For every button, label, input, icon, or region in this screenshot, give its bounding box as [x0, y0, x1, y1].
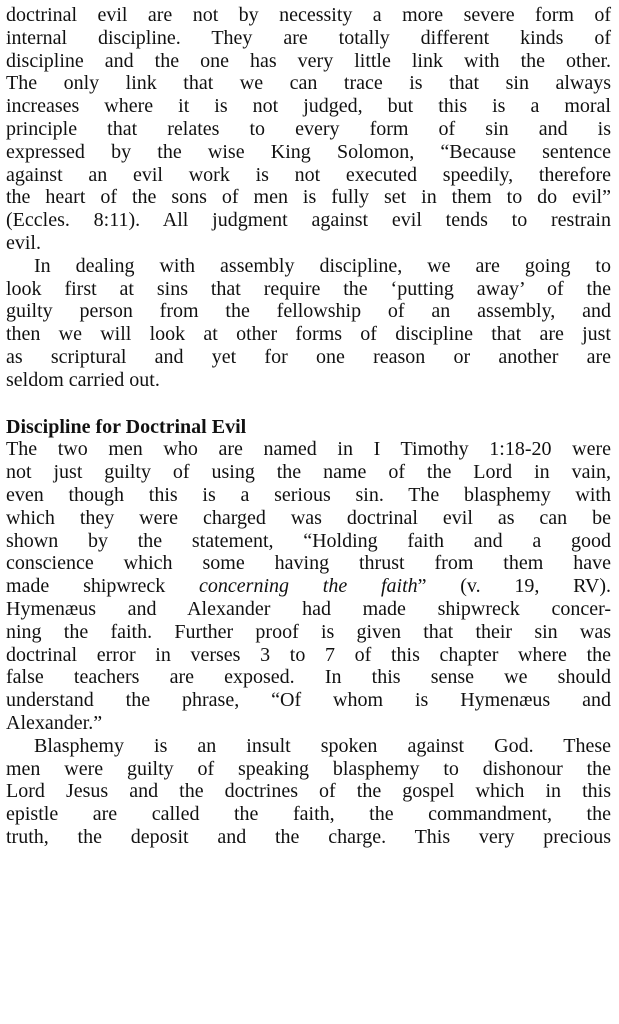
text-line: In dealing with assembly discipline, we are going to: [34, 254, 611, 277]
text-line: Blasphemy is an insult spoken against God. These: [34, 734, 611, 757]
text-line: men were guilty of speaking blasphemy to dishonour the: [6, 757, 611, 780]
text-line: The two men who are named in I Timothy 1:18-20 were: [6, 438, 611, 461]
text-line: internal discipline. They are totally different kinds of: [6, 26, 611, 49]
text-line: the heart of the sons of men is fully set in them to do evil”: [6, 186, 611, 209]
text-line: look first at sins that require the ‘putting away’ of the: [6, 277, 611, 300]
text-line: increases where it is not judged, but this is a moral: [6, 95, 611, 118]
text-run: ” (v. 19, RV).: [417, 575, 611, 598]
paragraph-blasphemy-definition: [6, 735, 611, 849]
text-line: discipline and the one has very little link with the other.: [6, 49, 611, 72]
paragraph-timothy-blasphemy: [6, 438, 611, 734]
text-line: conscience which some having thrust from them have: [6, 552, 611, 575]
text-line: doctrinal evil are not by necessity a more severe form of: [6, 4, 611, 26]
text-line: Alexander.”: [6, 711, 103, 734]
text-line: seldom carried out.: [6, 368, 160, 391]
text-line: then we will look at other forms of discipline that are just: [6, 323, 611, 346]
text-line: epistle are called the faith, the commandment, the: [6, 803, 611, 826]
text-line: principle that relates to every form of sin and is: [6, 117, 611, 140]
text-line: Lord Jesus and the doctrines of the gospel which in this: [6, 780, 611, 803]
text-line: evil.: [6, 231, 41, 254]
text-line: doctrinal error in verses 3 to 7 of this chapter where the: [6, 643, 611, 666]
italic-phrase: concerning the faith: [199, 575, 418, 598]
text-line: against an evil work is not executed speedily, therefore: [6, 163, 611, 186]
text-line: truth, the deposit and the charge. This very precious: [6, 825, 611, 848]
text-line: not just guilty of using the name of the Lord in vain,: [6, 461, 611, 484]
text-line: false teachers are exposed. In this sense we should: [6, 666, 611, 689]
text-line: expressed by the wise King Solomon, “Because sentence: [6, 140, 611, 163]
text-line: understand the phrase, “Of whom is Hymenæus and: [6, 689, 611, 712]
text-line: shown by the statement, “Holding faith and a good: [6, 529, 611, 552]
text-run: made shipwreck: [6, 575, 200, 598]
text-line: even though this is a serious sin. The blasphemy with: [6, 483, 611, 506]
section-gap: [6, 392, 611, 416]
paragraph-doctrinal-evil-intro: [6, 4, 611, 255]
text-line: which they were charged was doctrinal evil as can be: [6, 506, 611, 529]
text-line: ning the faith. Further proof is given that their sin was: [6, 620, 611, 643]
text-line: as scriptural and yet for one reason or another are: [6, 345, 611, 368]
text-line: guilty person from the fellowship of an assembly, and: [6, 300, 611, 323]
paragraph-assembly-discipline: [6, 255, 611, 392]
text-line: (Eccles. 8:11). All judgment against evil tends to restrain: [6, 209, 611, 232]
text-line-with-italic: [6, 575, 611, 598]
text-line: Hymenæus and Alexander had made shipwreck concer-: [6, 597, 611, 620]
text-line: The only link that we can trace is that sin always: [6, 72, 611, 95]
document-page: [6, 4, 611, 849]
section-heading: Discipline for Doctrinal Evil: [6, 415, 247, 438]
